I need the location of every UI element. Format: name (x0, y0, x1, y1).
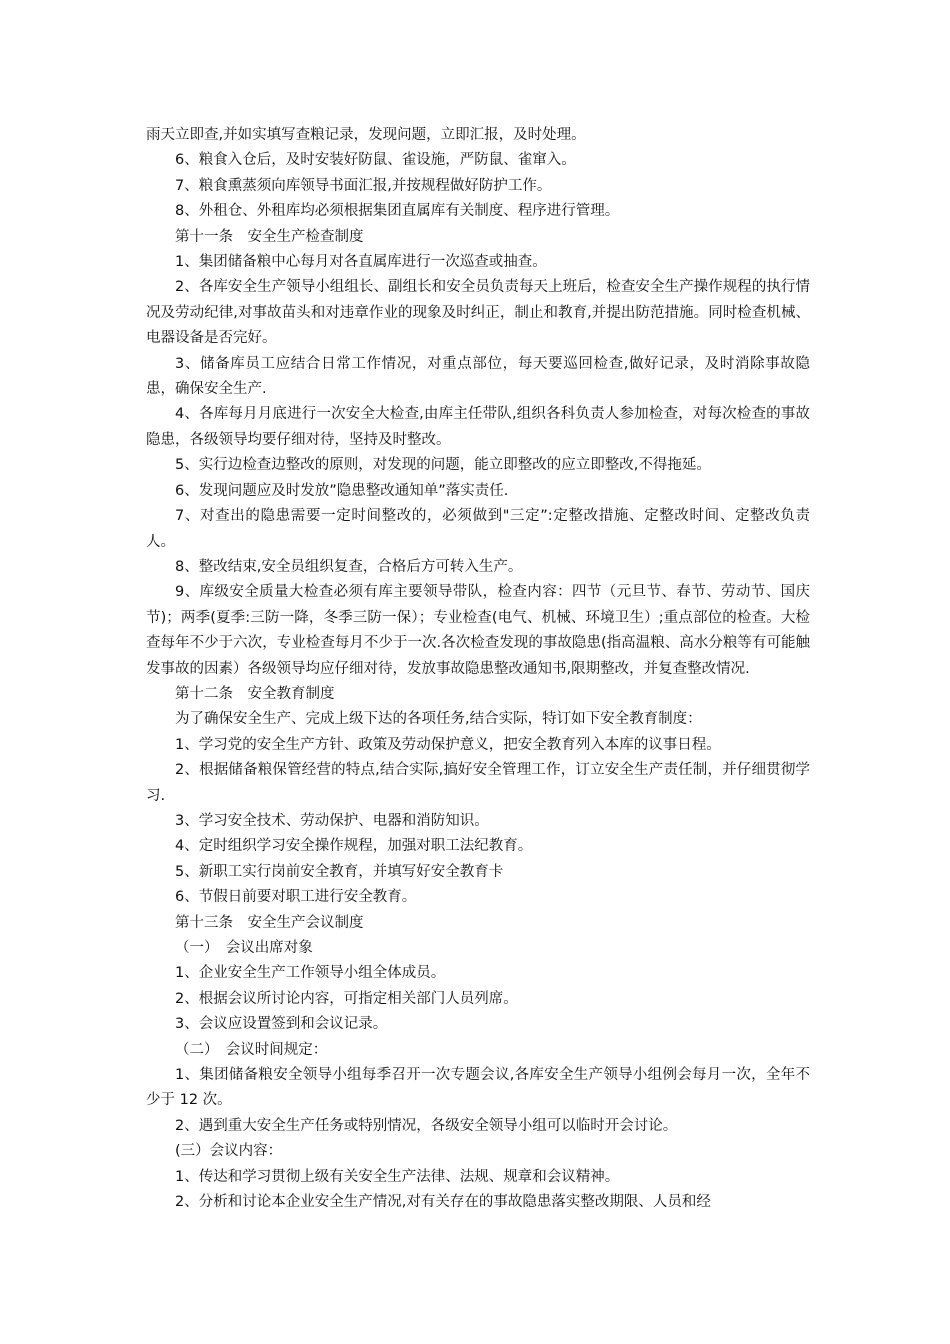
paragraph: 2、根据储备粮保管经营的特点,结合实际,搞好安全管理工作，订立安全生产责任制，并仔细贯彻学习. (146, 762, 810, 804)
paragraph: 雨天立即查,并如实填写查粮记录，发现问题，立即汇报，及时处理。 (146, 127, 586, 143)
paragraph: 1、传达和学习贯彻上级有关安全生产法律、法规、规章和会议精神。 (175, 1168, 620, 1185)
paragraph: 6、粮食入仓后，及时安装好防鼠、雀设施，严防鼠、雀窜入。 (175, 152, 576, 169)
paragraph: 4、各库每月月底进行一次安全大检查,由库主任带队,组织各科负责人参加检查，对每次检查的事故隐患，各级领导均要仔细对待，坚持及时整改。 (146, 406, 810, 448)
paragraph: (三）会议内容： (175, 1143, 283, 1160)
paragraph: 第十二条 安全教育制度 (175, 685, 335, 702)
paragraph: 5、新职工实行岗前安全教育，并填写好安全教育卡 (175, 863, 504, 880)
paragraph: 2、遇到重大安全生产任务或特别情况，各级安全领导小组可以临时开会讨论。 (175, 1117, 678, 1134)
paragraph: 6、节假日前要对职工进行安全教育。 (175, 889, 417, 906)
paragraph: 8、外租仓、外租库均必须根据集团直属库有关制度、程序进行管理。 (175, 203, 620, 220)
paragraph: 1、集团储备粮中心每月对各直属库进行一次巡查或抽查。 (175, 254, 547, 271)
paragraph: 2、各库安全生产领导小组组长、副组长和安全员负责每天上班后，检查安全生产操作规程的执行情况及劳动纪律,对事故苗头和对违章作业的现象及时纠正，制止和教育,并提出防范措施。同时检查机械、电器设备是否完好。 (146, 279, 810, 347)
paragraph: 1、企业安全生产工作领导小组全体成员。 (175, 965, 446, 982)
document-body (146, 123, 810, 1215)
paragraph: 1、学习党的安全生产方针、政策及劳动保护意义，把安全教育列入本库的议事日程。 (175, 736, 721, 753)
paragraph: 第十三条 安全生产会议制度 (175, 914, 364, 931)
paragraph: 3、会议应设置签到和会议记录。 (175, 1016, 388, 1033)
paragraph: 7、对查出的隐患需要一定时间整改的，必须做到"三定”:定整改措施、定整改时间、定整改负责人。 (146, 508, 810, 550)
paragraph: 第十一条 安全生产检查制度 (175, 228, 364, 245)
paragraph: 5、实行边检查边整改的原则，对发现的问题，能立即整改的应立即整改,不得拖延。 (175, 457, 711, 474)
paragraph: 9、库级安全质量大检查必须有库主要领导带队，检查内容：四节（元旦节、春节、劳动节、国庆节)；两季(夏季:三防一降，冬季三防一保）；专业检查(电气、机械、环境卫生）;重点部位的检查。大检查每年不少于六次，专业检查每月不少于一次.各次检查发现的事故隐患(指高温粮、高水分粮等有可能触发事故的因素）各级领导均应仔细对待，发放事故隐患整改通知书,限期整改，并复查整改情况. (146, 584, 810, 677)
paragraph: 3、储备库员工应结合日常工作情况，对重点部位，每天要巡回检查,做好记录，及时消除事故隐患，确保安全生产. (146, 355, 810, 398)
paragraph: 1、集团储备粮安全领导小组每季召开一次专题会议,各库安全生产领导小组例会每月一次，全年不少于 12 次。 (146, 1067, 810, 1109)
paragraph: （二） 会议时间规定： (175, 1041, 328, 1058)
paragraph: 2、根据会议所讨论内容，可指定相关部门人员列席。 (175, 990, 518, 1007)
paragraph: 6、发现问题应及时发放”隐患整改通知单”落实责任. (175, 482, 509, 499)
paragraph: 3、学习安全技术、劳动保护、电器和消防知识。 (175, 812, 489, 829)
paragraph: 2、分析和讨论本企业安全生产情况,对有关存在的事故隐患落实整改期限、人员和经 (175, 1194, 711, 1211)
paragraph: 4、定时组织学习安全操作规程，加强对职工法纪教育。 (175, 838, 533, 855)
paragraph: 7、粮食熏蒸须向库领导书面汇报,并按规程做好防护工作。 (175, 177, 552, 194)
paragraph: 8、整改结束,安全员组织复查，合格后方可转入生产。 (175, 558, 523, 575)
paragraph: （一） 会议出席对象 (175, 940, 313, 956)
paragraph: 为了确保安全生产、完成上级下达的各项任务,结合实际，特订如下安全教育制度： (175, 711, 702, 728)
